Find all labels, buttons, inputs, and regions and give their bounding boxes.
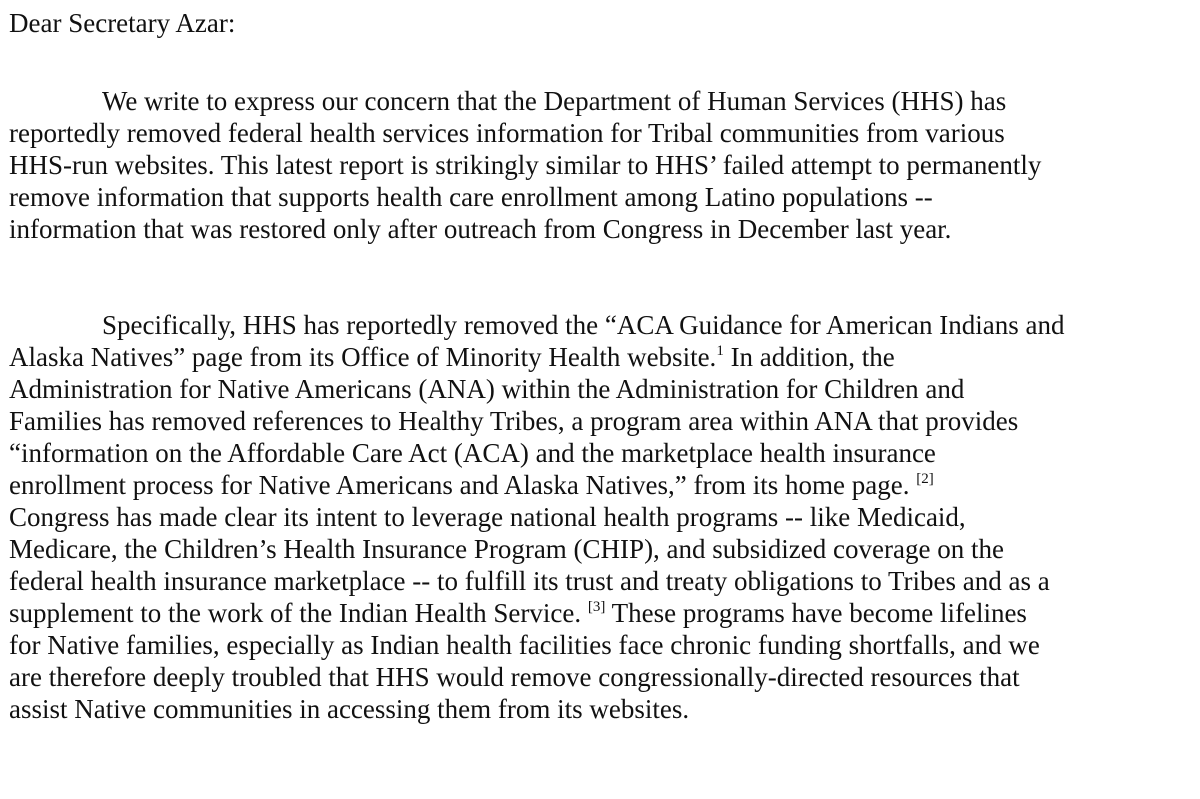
paragraph1-line-1: We write to express our concern that the Department of Human Services (HHS) has (102, 86, 1007, 116)
paragraph2-line-10-tail: These programs have become lifelines (605, 598, 1027, 628)
salutation: Dear Secretary Azar: (9, 8, 236, 38)
footnote-2: [2] (916, 471, 934, 487)
paragraph2-line-11: for Native families, especially as Indian health facilities face chronic funding shortfalls, and we (9, 630, 1040, 660)
paragraph2-line-5: “information on the Affordable Care Act (ACA) and the marketplace health insurance (9, 438, 936, 468)
paragraph2-line-10 (9, 598, 1027, 629)
paragraph2-line-7: Congress has made clear its intent to leverage national health programs -- like Medicaid, (9, 502, 966, 532)
paragraph2-line-13: assist Native communities in accessing them from its websites. (9, 694, 690, 724)
paragraph2-line-6-text: enrollment process for Native Americans and Alaska Natives,” from its home page. (9, 470, 917, 500)
paragraph2-line-9: federal health insurance marketplace -- to fulfill its trust and treaty obligations to Tribes and as a (9, 566, 1050, 596)
paragraph2-line-12: are therefore deeply troubled that HHS would remove congressionally-directed resources that (9, 662, 1020, 692)
paragraph2-line-10-text: supplement to the work of the Indian Health Service. (9, 598, 588, 628)
paragraph1-line-4: remove information that supports health care enrollment among Latino populations -- (9, 182, 933, 212)
paragraph2-line-2-text: Alaska Natives” page from its Office of Minority Health website. (9, 342, 717, 372)
paragraph2-line-8: Medicare, the Children’s Health Insurance Program (CHIP), and subsidized coverage on the (9, 534, 1004, 564)
paragraph2-line-6 (9, 470, 934, 501)
footnote-3: [3] (587, 599, 606, 615)
paragraph2-line-3: Administration for Native Americans (ANA) within the Administration for Children and (9, 374, 965, 404)
paragraph1-line-3: HHS-run websites. This latest report is strikingly similar to HHS’ failed attempt to permanently (9, 150, 1042, 180)
paragraph2-line-2-tail: In addition, the (723, 342, 895, 372)
footnote-1: 1 (716, 343, 724, 359)
paragraph2-line-2 (9, 342, 895, 373)
paragraph2-line-1: Specifically, HHS has reportedly removed the “ACA Guidance for American Indians and (102, 310, 1065, 340)
paragraph2-line-4: Families has removed references to Healthy Tribes, a program area within ANA that provides (9, 406, 1019, 436)
paragraph1-line-2: reportedly removed federal health services information for Tribal communities from various (9, 118, 1005, 148)
paragraph1-line-5: information that was restored only after outreach from Congress in December last year. (9, 214, 952, 244)
